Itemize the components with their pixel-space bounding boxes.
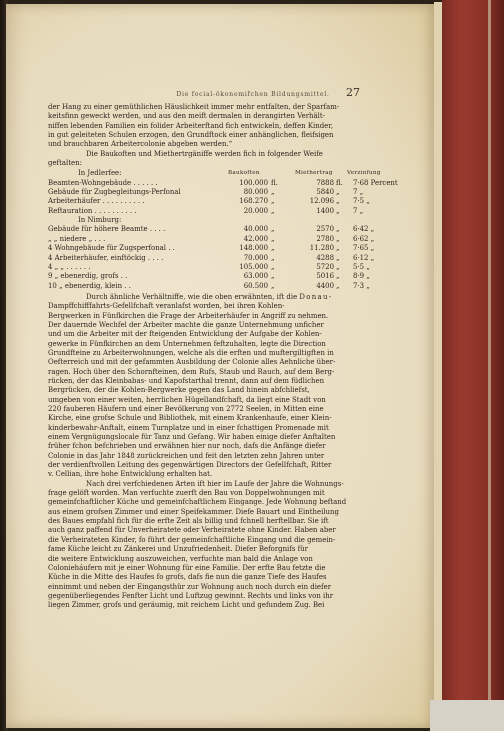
row-label: 4 „ „ . . . . . . bbox=[48, 262, 91, 271]
text-line: in gut geleiteten Schulen erzogen, den Grundftock einer anhänglichen, fleifsigen bbox=[48, 131, 334, 140]
interest-value: 7·68 Percent bbox=[353, 178, 398, 187]
table-row bbox=[48, 197, 370, 206]
text-line bbox=[48, 293, 370, 302]
text-line: und brauchbaren Arbeitercolonie abgeben werden.“ bbox=[48, 140, 233, 149]
text-line: frage gelöft worden. Man verfuchte zuerft den Bau von Doppelwohnungen mit bbox=[48, 489, 325, 498]
text-line: umgeben von einer weiten, herrlichen Hügellandfchaft, da liegt eine Stadt von bbox=[48, 395, 326, 404]
rent-value: 11.280 bbox=[309, 244, 334, 253]
cost-unit: „ bbox=[271, 244, 275, 253]
interest-value: 7 „ bbox=[353, 206, 364, 215]
rent-unit: „ bbox=[336, 281, 340, 290]
text-line: Colonieháufern mit je einer Wohnung für eine Familie. Der erfte Bau fetzte die bbox=[48, 563, 326, 572]
group-label: In Jedlerfee: bbox=[78, 169, 122, 178]
cost-unit: „ bbox=[271, 188, 275, 197]
interest-value: 7 „ bbox=[353, 188, 364, 197]
rent-unit: „ bbox=[336, 206, 340, 215]
table-row bbox=[48, 253, 375, 263]
rent-value: 4400 bbox=[316, 281, 334, 290]
rent-unit: „ bbox=[336, 225, 340, 234]
page-stack-edge bbox=[434, 2, 442, 729]
cost-value: 40.000 bbox=[243, 225, 268, 234]
text-line: ragen. Hoch über den Schornfteinen, dem Rufs, Staub und Rauch, auf dem Berg- bbox=[48, 367, 335, 376]
column-header-rent: Miethertrag bbox=[295, 170, 333, 177]
interest-value: 6·42 „ bbox=[353, 225, 375, 234]
text-line: gegenüberliegendes Fenfter Licht und Luftzug gewinnt. Rechts und links von ihr bbox=[48, 591, 334, 600]
table-group-row bbox=[48, 216, 370, 225]
text-line: der Hang zu einer gemüthlichen Häuslichkeit immer mehr entfalten, der Sparfam- bbox=[48, 103, 340, 111]
cost-unit: „ bbox=[271, 225, 275, 234]
text-line: Dampffchifffahrts-Gefellfchaft veranlafst worden, bei ihren Kohlen- bbox=[48, 302, 285, 311]
cover-edge bbox=[488, 0, 491, 731]
cost-value: 60.500 bbox=[243, 281, 268, 290]
cost-unit: „ bbox=[271, 262, 275, 271]
cost-value: 148.000 bbox=[239, 244, 268, 253]
interest-value: 6·62 „ bbox=[353, 234, 375, 243]
rent-unit: „ bbox=[336, 188, 340, 197]
rent-unit: „ bbox=[336, 262, 340, 271]
text-line: gewerke in Fünfkirchen an dem Unternehmen feftzuhalten, legte die Direction bbox=[48, 339, 326, 348]
intro-paragraph bbox=[48, 103, 370, 168]
text-line: 220 fauberen Häufern und einer Bevölkerung von 2772 Seelen, in Mitten eine bbox=[48, 405, 324, 413]
cost-unit: fl. bbox=[271, 178, 278, 187]
row-label: 4 Arbeiterhäufer, einftöckig . . . . bbox=[48, 253, 164, 262]
cost-value: 105.000 bbox=[239, 262, 268, 271]
row-label: 10 „ ebenerdig, klein . . bbox=[48, 281, 131, 290]
background-surface bbox=[430, 700, 504, 731]
text-line: Kirche, eine grofse Schule und Bibliothek, mit einem Krankenhaufe, einer Klein- bbox=[48, 414, 332, 423]
interest-value: 7·65 „ bbox=[353, 244, 375, 253]
column-header-interest: Verzinfung bbox=[347, 170, 381, 177]
table-rows-jedlersee bbox=[48, 178, 398, 216]
text-line: auch ganz paffend für Unverheiratete oder Verheiratete ohne Kinder. Haben aber bbox=[48, 526, 336, 535]
running-head: Die focial-ökonomifchen Bildungsmittel. bbox=[176, 91, 330, 98]
cost-value: 63.000 bbox=[243, 272, 268, 281]
row-label: 4 Wohngebäude für Zugsperfonal . . bbox=[48, 244, 175, 253]
text-line: die Verheirateten Kinder, fo führt der gemeinfchaftliche Eingang und die gemein- bbox=[48, 535, 336, 544]
text-line: gemeinfchaftlicher Küche und gemeinfchaftlichem Eingange. Jede Wohnung beftand bbox=[48, 498, 347, 507]
column-header-cost: Baukoften bbox=[228, 170, 260, 177]
text-line: Der dauernde Wechfel der Arbeiter machte die ganze Unternehmung unficher bbox=[48, 320, 324, 329]
rent-value: 4288 bbox=[316, 253, 334, 262]
text-line: einem Vergnügungslocale für Tanz und Gefang. Wir haben einige diefer Anftalten bbox=[48, 433, 336, 442]
interest-value: 7·5 „ bbox=[353, 197, 370, 206]
cost-unit: „ bbox=[271, 206, 275, 215]
rent-value: 2780 bbox=[316, 234, 334, 243]
text-line: Grundfteine zu Arbeiterwohnungen, welche als die erften und muftergiltigften in bbox=[48, 348, 334, 357]
cost-unit: „ bbox=[271, 253, 275, 262]
table-row bbox=[48, 263, 370, 272]
table-row bbox=[48, 178, 398, 188]
text-line: v. Cellian, ihre hohe Entwicklung erhalten hat. bbox=[48, 470, 213, 479]
text-line: kinderbewahr-Anftalt, einem Turnplatze und in einer fchattigen Promenade mit bbox=[48, 423, 329, 432]
text-line: rücken, der das Kleinbabas- und Kapofstarthal trennt, dann auf dem füdlichen bbox=[48, 376, 325, 385]
text-segment: Durch ähnliche Verhältniffe, wie die oben erwähnten, ift die bbox=[86, 292, 298, 301]
emphasized-name: Donau- bbox=[299, 292, 333, 301]
row-label: „ „ niedere „ . . . bbox=[48, 234, 106, 243]
text-line: liegen Zimmer, grofs und geräumig, mit reichem Licht und gefundem Zug. Bei bbox=[48, 601, 325, 610]
group-label: In Nimburg: bbox=[78, 216, 122, 225]
text-line: niffen lebenden Familien ein folider Arbeiterftand fich entwickeln, deffen Kinder, bbox=[48, 121, 334, 130]
para2-lines bbox=[48, 480, 370, 611]
text-line: des Baues empfahl fich für die erfte Zeit als billig und fchnell herftellbar. Sie ift bbox=[48, 517, 329, 526]
rent-value: 5840 bbox=[316, 188, 334, 197]
rent-value: 5016 bbox=[316, 272, 334, 281]
interest-value: 6·12 „ bbox=[353, 253, 375, 262]
rent-value: 12.096 bbox=[309, 197, 334, 206]
rent-unit: „ bbox=[336, 197, 340, 206]
table-row bbox=[48, 207, 370, 216]
interest-value: 8·9 „ bbox=[353, 272, 370, 281]
table-header-row bbox=[48, 169, 381, 178]
text-line: Oefterreich und mit der gefammten Ausbildung der Colonie alles Aehnliche über- bbox=[48, 358, 336, 367]
page-text bbox=[48, 103, 398, 611]
table-row bbox=[48, 234, 375, 244]
text-line: Die Baukoften und Miethertrgäniffe werden fich in folgender Weife bbox=[86, 149, 323, 158]
table-row bbox=[48, 282, 370, 291]
body-paragraph bbox=[48, 293, 370, 480]
row-label: Reftauration . . . . . . . . . . bbox=[48, 206, 137, 215]
text-line: Nach drei verfchiedenen Arten ift hier im Laufe der Jahre die Wohnungs- bbox=[86, 479, 344, 488]
cost-value: 42.000 bbox=[243, 234, 268, 243]
cost-table bbox=[48, 169, 398, 290]
text-line: geftalten: bbox=[48, 159, 82, 168]
text-line: die weitere Entwicklung auszuweichen, verfuchte man bald die Anlage von bbox=[48, 554, 313, 563]
table-rows-nimburg bbox=[48, 225, 375, 290]
rent-value: 7888 bbox=[316, 178, 334, 187]
book-cover bbox=[442, 0, 504, 731]
interest-value: 7·3 „ bbox=[353, 281, 370, 290]
row-label: Beamten-Wohngebäude . . . . . . bbox=[48, 178, 158, 187]
cost-unit: „ bbox=[271, 197, 275, 206]
body-paragraph-2 bbox=[48, 480, 370, 611]
text-line: keitsfinn geweckt werden, und aus den meift dermalen in derangirten Verhält- bbox=[48, 112, 325, 121]
cost-unit: „ bbox=[271, 281, 275, 290]
rent-unit: „ bbox=[336, 253, 340, 262]
page-number: 27 bbox=[346, 86, 360, 99]
cost-value: 100.000 bbox=[239, 178, 268, 187]
text-line: fame Küche leicht zu Zänkerei und Unzufriedenheit. Diefer Beforgnifs für bbox=[48, 545, 308, 554]
rent-value: 1400 bbox=[316, 206, 334, 215]
text-line: Colonie in das Jahr 1848 zurückreichen und feit den letzten zehn Jahren unter bbox=[48, 451, 325, 460]
row-label: Arbeiterhäufer . . . . . . . . . . bbox=[48, 197, 145, 206]
row-label: Gebäude für Zugbegleitungs-Perfonal bbox=[48, 188, 181, 197]
text-line: einnimmt und neben der Eingangsthür zur Wohnung auch noch durch ein diefer bbox=[48, 582, 332, 591]
cost-value: 168.270 bbox=[239, 197, 268, 206]
rent-value: 2570 bbox=[316, 225, 334, 234]
rent-unit: „ bbox=[336, 234, 340, 243]
interest-value: 5·5 „ bbox=[353, 262, 370, 271]
cost-value: 80.000 bbox=[243, 188, 268, 197]
cost-unit: „ bbox=[271, 272, 275, 281]
table-row bbox=[48, 244, 375, 253]
text-line: der verdienftvollen Leitung des gegenwärtigen Directors der Gefellfchaft, Ritter bbox=[48, 461, 332, 470]
cost-value: 70.000 bbox=[243, 253, 268, 262]
table-row bbox=[48, 272, 370, 281]
text-line: Bergwerken in Fünfkirchen die Frage der Arbeiterhäufer in Angriff zu nehmen. bbox=[48, 311, 329, 320]
rent-unit: „ bbox=[336, 244, 340, 253]
rent-value: 5720 bbox=[316, 262, 334, 271]
row-label: Gebäude für höhere Beamte . . . . bbox=[48, 225, 166, 234]
rent-unit: „ bbox=[336, 272, 340, 281]
text-line: früher fchon befchrieben und erwähnen hier nur noch, dafs die Anfänge diefer bbox=[48, 442, 326, 451]
text-line: und um die Arbeiter mit der fteigenden Entwicklung der Aufgabe der Kohlen- bbox=[48, 330, 322, 339]
body-lines bbox=[48, 302, 370, 480]
table-row bbox=[48, 188, 370, 197]
text-line: Bergrücken, der die Kohlen-Bergwerke gegen das Land hinein abfchliefst, bbox=[48, 386, 310, 395]
rent-unit: fl. bbox=[336, 178, 343, 187]
cost-unit: „ bbox=[271, 234, 275, 243]
table-row bbox=[48, 225, 375, 234]
cost-value: 20.000 bbox=[243, 206, 268, 215]
text-line: Küche in die Mitte des Haufes fo grofs, dafs fie nun die ganze Tiefe des Haufes bbox=[48, 573, 327, 582]
text-line: aus einem grofsen Zimmer und einer Speifekammer. Diefe Bauart und Eintheilung bbox=[48, 507, 339, 516]
row-label: 9 „ ebenerdig, grofs . . bbox=[48, 272, 128, 281]
